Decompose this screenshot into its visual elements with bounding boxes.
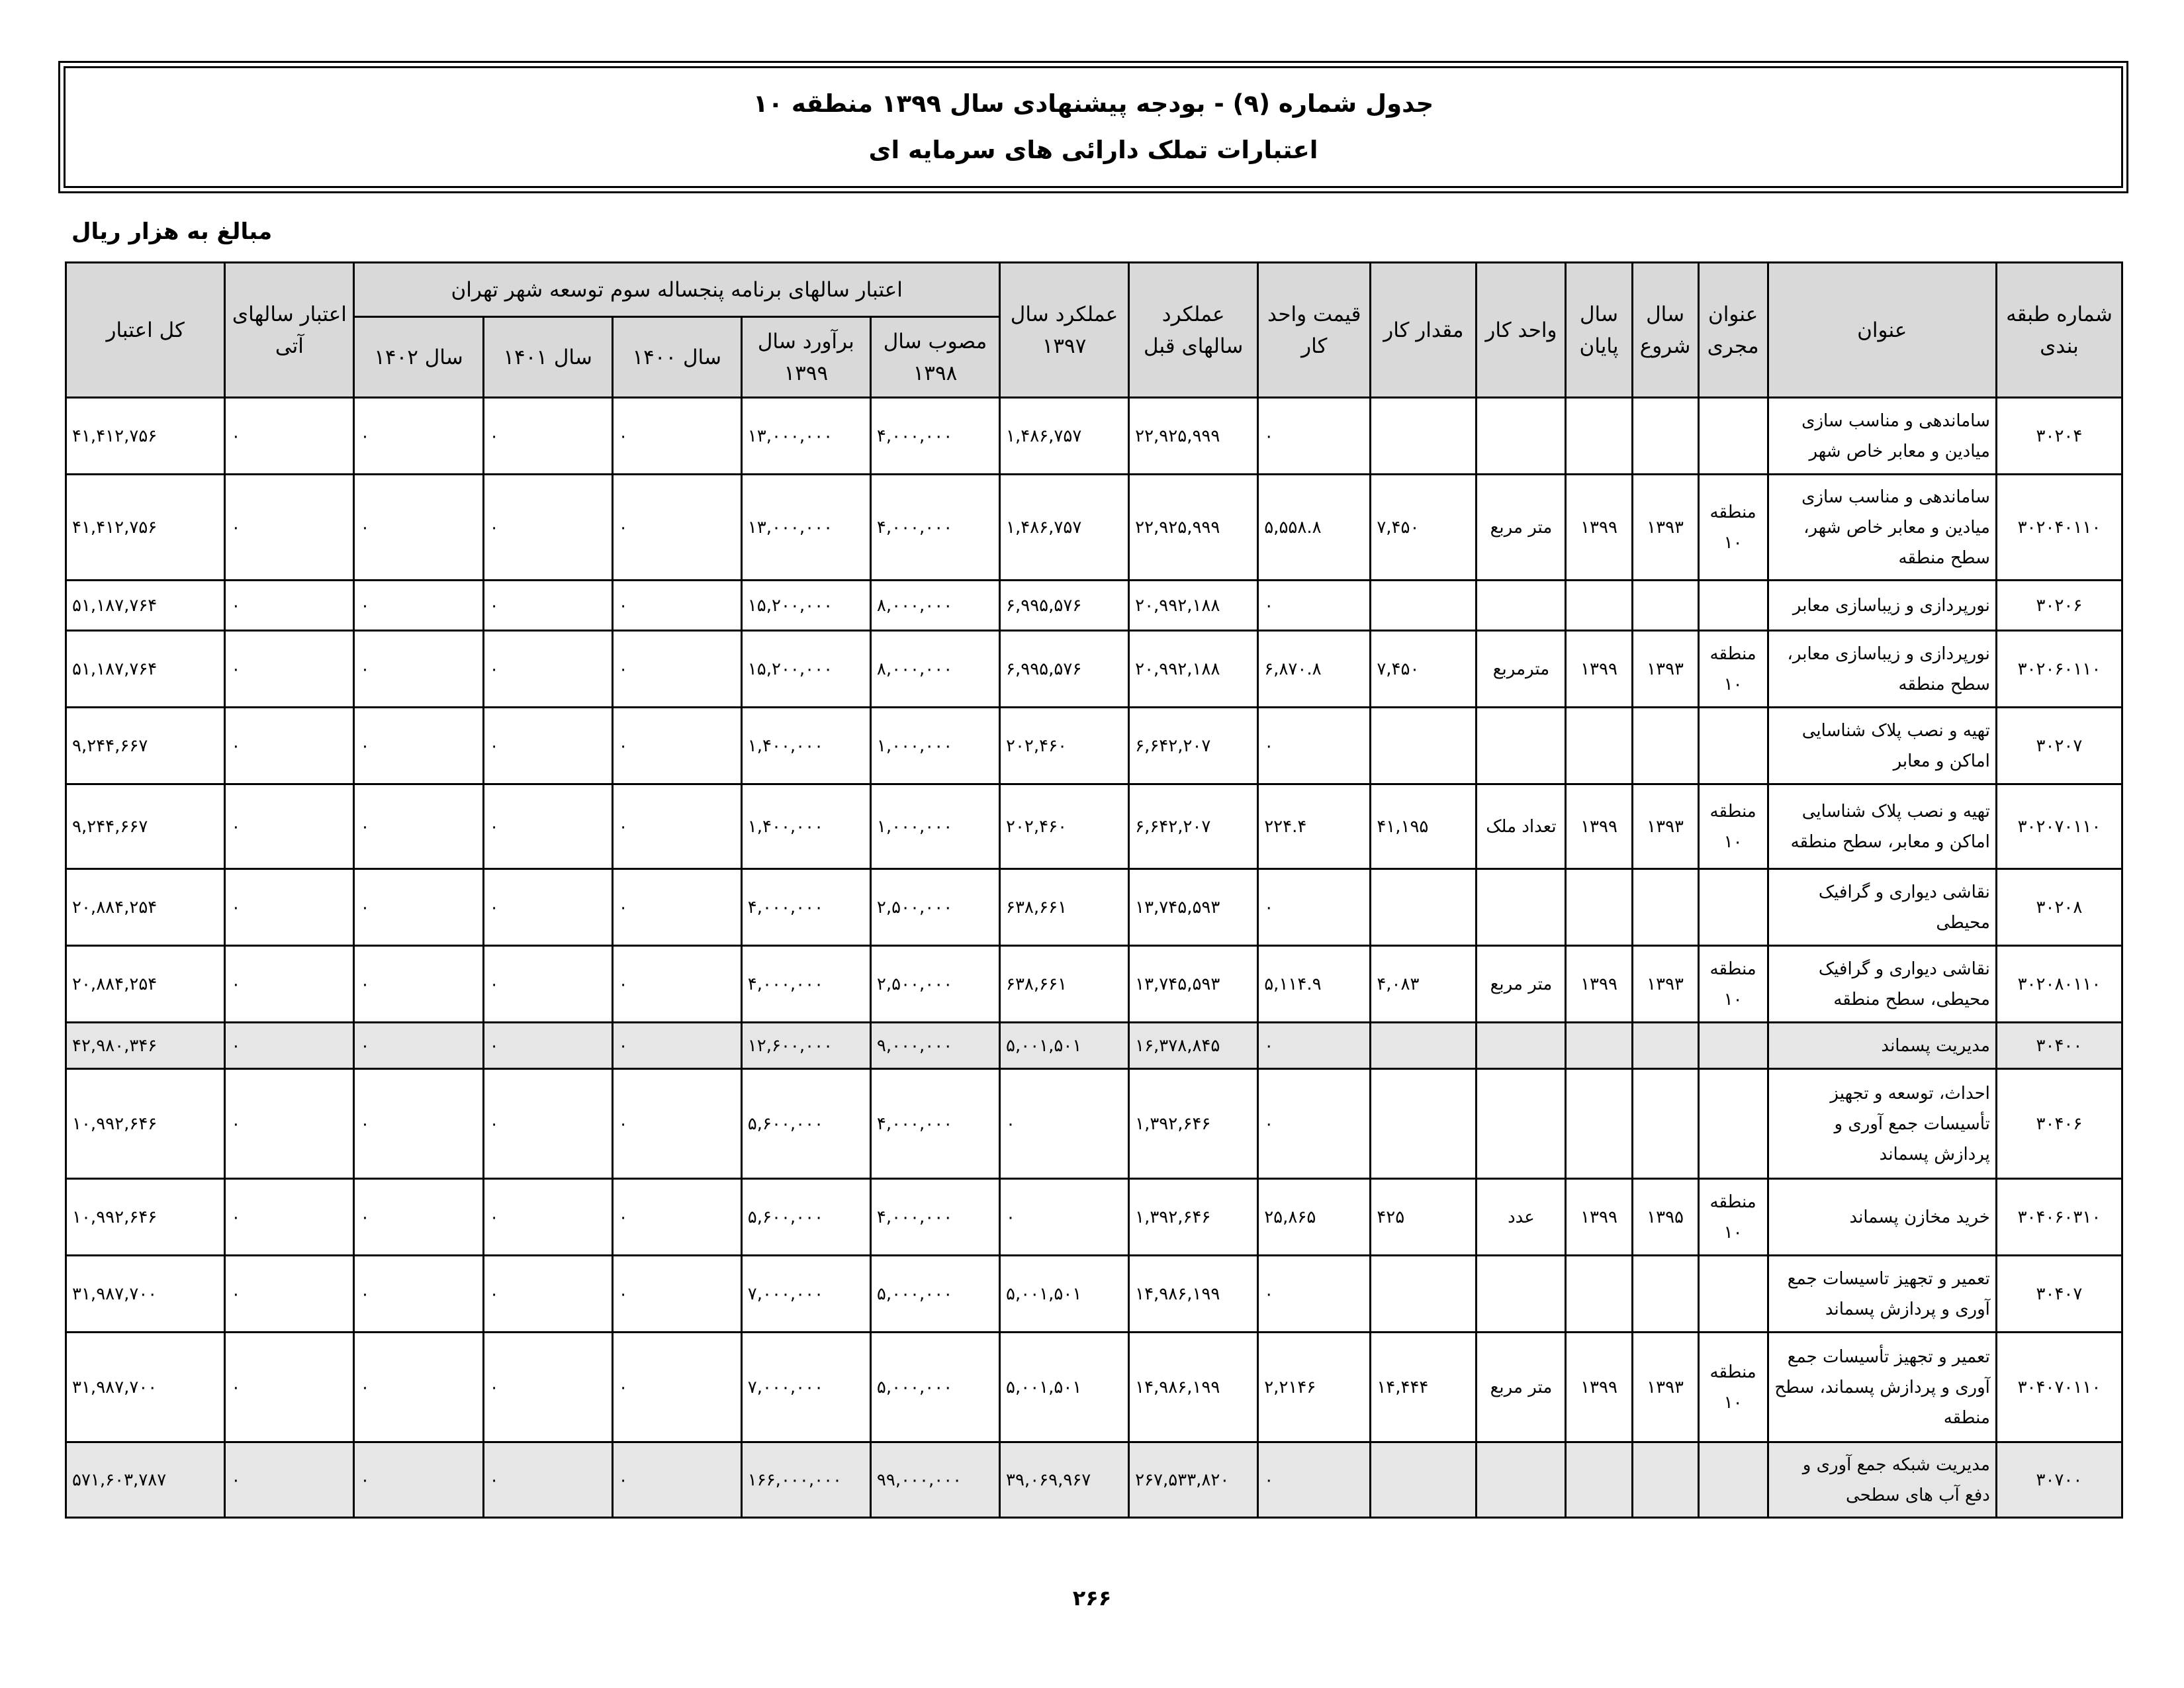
cell-end-year bbox=[1566, 1069, 1632, 1179]
cell-future-years: ۰ bbox=[225, 784, 354, 869]
cell-1401: ۰ bbox=[483, 1023, 612, 1069]
cell-prior-performance: ۱۶,۳۷۸,۸۴۵ bbox=[1129, 1023, 1258, 1069]
cell-estimate-1399: ۷,۰۰۰,۰۰۰ bbox=[741, 1256, 870, 1333]
cell-1401: ۰ bbox=[483, 1179, 612, 1256]
col-future-years-header: اعتبار سالهای آتی bbox=[225, 263, 354, 398]
cell-approved-1398: ۴,۰۰۰,۰۰۰ bbox=[870, 1069, 999, 1179]
cell-start-year bbox=[1632, 708, 1698, 784]
cell-code: ۳۰۲۰۸۰۱۱۰ bbox=[1996, 946, 2122, 1023]
cell-unit: عدد bbox=[1477, 1179, 1566, 1256]
cell-performance-1397: ۲۰۲,۴۶۰ bbox=[1000, 784, 1129, 869]
cell-quantity: ۴۲۵ bbox=[1371, 1179, 1477, 1256]
cell-unit bbox=[1477, 398, 1566, 475]
cell-performance-1397: ۰ bbox=[1000, 1069, 1129, 1179]
cell-prior-performance: ۱۴,۹۸۶,۱۹۹ bbox=[1129, 1256, 1258, 1333]
cell-future-years: ۰ bbox=[225, 869, 354, 946]
cell-1401: ۰ bbox=[483, 581, 612, 631]
cell-unit: مترمربع bbox=[1477, 631, 1566, 708]
cell-code: ۳۰۲۰۸ bbox=[1996, 869, 2122, 946]
cell-1401: ۰ bbox=[483, 1069, 612, 1179]
cell-quantity: ۱۴,۴۴۴ bbox=[1371, 1333, 1477, 1442]
cell-title: ساماندهی و مناسب سازی میادین و معابر خاص شهر bbox=[1768, 398, 1996, 475]
unit-note: مبالغ به هزار ریال bbox=[71, 218, 273, 245]
cell-total: ۴۲,۹۸۰,۳۴۶ bbox=[66, 1023, 225, 1069]
cell-unit bbox=[1477, 869, 1566, 946]
cell-start-year bbox=[1632, 581, 1698, 631]
page-number: ۲۶۶ bbox=[1072, 1585, 1112, 1611]
col-code-header: شماره طبقه بندی bbox=[1996, 263, 2122, 398]
page-subtitle: اعتبارات تملک دارائی های سرمایه ای bbox=[868, 136, 1318, 164]
col-prior-performance-header: عملکرد سالهای قبل bbox=[1129, 263, 1258, 398]
cell-total: ۳۱,۹۸۷,۷۰۰ bbox=[66, 1256, 225, 1333]
table-row bbox=[66, 1023, 2122, 1069]
cell-1402: ۰ bbox=[354, 1179, 483, 1256]
col-performance-1397-header: عملکرد سال ۱۳۹۷ bbox=[1000, 263, 1129, 398]
cell-start-year: ۱۳۹۳ bbox=[1632, 784, 1698, 869]
table-row bbox=[66, 869, 2122, 946]
cell-approved-1398: ۹,۰۰۰,۰۰۰ bbox=[870, 1023, 999, 1069]
cell-title: احداث، توسعه و تجهیز تأسیسات جمع آوری و پردازش پسماند bbox=[1768, 1069, 1996, 1179]
cell-end-year: ۱۳۹۹ bbox=[1566, 1179, 1632, 1256]
col-approved-1398-header: مصوب سال ۱۳۹۸ bbox=[870, 317, 999, 398]
cell-approved-1398: ۱,۰۰۰,۰۰۰ bbox=[870, 784, 999, 869]
cell-total: ۲۰,۸۸۴,۲۵۴ bbox=[66, 869, 225, 946]
col-1401-header: سال ۱۴۰۱ bbox=[483, 317, 612, 398]
cell-total: ۱۰,۹۹۲,۶۴۶ bbox=[66, 1179, 225, 1256]
cell-unit-price: ۶,۸۷۰.۸ bbox=[1258, 631, 1371, 708]
col-total-header: کل اعتبار bbox=[66, 263, 225, 398]
cell-end-year: ۱۳۹۹ bbox=[1566, 946, 1632, 1023]
cell-title: مدیریت شبکه جمع آوری و دفع آب های سطحی bbox=[1768, 1442, 1996, 1518]
col-unit-header: واحد کار bbox=[1477, 263, 1566, 398]
cell-approved-1398: ۴,۰۰۰,۰۰۰ bbox=[870, 1179, 999, 1256]
cell-performance-1397: ۶,۹۹۵,۵۷۶ bbox=[1000, 631, 1129, 708]
cell-unit-price: ۲,۲۱۴۶ bbox=[1258, 1333, 1371, 1442]
cell-start-year: ۱۳۹۳ bbox=[1632, 475, 1698, 581]
cell-1402: ۰ bbox=[354, 581, 483, 631]
cell-performance-1397: ۱,۴۸۶,۷۵۷ bbox=[1000, 398, 1129, 475]
cell-executor: منطقه ۱۰ bbox=[1698, 1333, 1768, 1442]
cell-start-year: ۱۳۹۵ bbox=[1632, 1179, 1698, 1256]
col-unit-price-header: قیمت واحد کار bbox=[1258, 263, 1371, 398]
cell-1402: ۰ bbox=[354, 1333, 483, 1442]
cell-1402: ۰ bbox=[354, 1256, 483, 1333]
cell-code: ۳۰۴۰۰ bbox=[1996, 1023, 2122, 1069]
cell-executor bbox=[1698, 1023, 1768, 1069]
cell-executor bbox=[1698, 1256, 1768, 1333]
cell-title: ساماندهی و مناسب سازی میادین و معابر خاص شهر، سطح منطقه bbox=[1768, 475, 1996, 581]
cell-1400: ۰ bbox=[612, 1256, 741, 1333]
cell-approved-1398: ۵,۰۰۰,۰۰۰ bbox=[870, 1256, 999, 1333]
cell-executor bbox=[1698, 398, 1768, 475]
cell-future-years: ۰ bbox=[225, 1333, 354, 1442]
cell-code: ۳۰۲۰۶۰۱۱۰ bbox=[1996, 631, 2122, 708]
cell-prior-performance: ۱,۳۹۲,۶۴۶ bbox=[1129, 1069, 1258, 1179]
cell-future-years: ۰ bbox=[225, 1179, 354, 1256]
cell-quantity bbox=[1371, 581, 1477, 631]
budget-table bbox=[65, 261, 2123, 1519]
table-row bbox=[66, 708, 2122, 784]
cell-performance-1397: ۳۹,۰۶۹,۹۶۷ bbox=[1000, 1442, 1129, 1518]
title-box bbox=[64, 66, 2123, 188]
cell-future-years: ۰ bbox=[225, 708, 354, 784]
cell-prior-performance: ۲۰,۹۹۲,۱۸۸ bbox=[1129, 581, 1258, 631]
cell-title: نورپردازی و زیباسازی معابر، سطح منطقه bbox=[1768, 631, 1996, 708]
cell-quantity bbox=[1371, 1023, 1477, 1069]
cell-1402: ۰ bbox=[354, 784, 483, 869]
cell-end-year bbox=[1566, 1256, 1632, 1333]
cell-future-years: ۰ bbox=[225, 946, 354, 1023]
cell-estimate-1399: ۴,۰۰۰,۰۰۰ bbox=[741, 869, 870, 946]
cell-code: ۳۰۲۰۷ bbox=[1996, 708, 2122, 784]
cell-title: تعمیر و تجهیز تاسیسات جمع آوری و پردازش پسماند bbox=[1768, 1256, 1996, 1333]
cell-approved-1398: ۸,۰۰۰,۰۰۰ bbox=[870, 581, 999, 631]
cell-executor: منطقه ۱۰ bbox=[1698, 475, 1768, 581]
cell-start-year: ۱۳۹۳ bbox=[1632, 946, 1698, 1023]
cell-executor bbox=[1698, 708, 1768, 784]
cell-1402: ۰ bbox=[354, 946, 483, 1023]
cell-total: ۹,۲۴۴,۶۶۷ bbox=[66, 784, 225, 869]
cell-unit-price: ۰ bbox=[1258, 1023, 1371, 1069]
cell-start-year: ۱۳۹۳ bbox=[1632, 1333, 1698, 1442]
col-estimate-1399-header: برآورد سال ۱۳۹۹ bbox=[741, 317, 870, 398]
cell-unit-price: ۰ bbox=[1258, 1442, 1371, 1518]
cell-unit-price: ۲۵,۸۶۵ bbox=[1258, 1179, 1371, 1256]
cell-1400: ۰ bbox=[612, 708, 741, 784]
cell-code: ۳۰۴۰۶ bbox=[1996, 1069, 2122, 1179]
cell-estimate-1399: ۵,۶۰۰,۰۰۰ bbox=[741, 1179, 870, 1256]
cell-code: ۳۰۲۰۷۰۱۱۰ bbox=[1996, 784, 2122, 869]
cell-1400: ۰ bbox=[612, 398, 741, 475]
cell-end-year: ۱۳۹۹ bbox=[1566, 631, 1632, 708]
cell-approved-1398: ۴,۰۰۰,۰۰۰ bbox=[870, 398, 999, 475]
cell-title: تهیه و نصب پلاک شناسایی اماکن و معابر، سطح منطقه bbox=[1768, 784, 1996, 869]
cell-unit-price: ۰ bbox=[1258, 581, 1371, 631]
cell-approved-1398: ۱,۰۰۰,۰۰۰ bbox=[870, 708, 999, 784]
cell-future-years: ۰ bbox=[225, 1256, 354, 1333]
cell-end-year: ۱۳۹۹ bbox=[1566, 475, 1632, 581]
cell-title: تهیه و نصب پلاک شناسایی اماکن و معابر bbox=[1768, 708, 1996, 784]
cell-1401: ۰ bbox=[483, 398, 612, 475]
cell-unit-price: ۰ bbox=[1258, 708, 1371, 784]
cell-future-years: ۰ bbox=[225, 475, 354, 581]
cell-code: ۳۰۲۰۶ bbox=[1996, 581, 2122, 631]
cell-approved-1398: ۵,۰۰۰,۰۰۰ bbox=[870, 1333, 999, 1442]
cell-estimate-1399: ۱۳,۰۰۰,۰۰۰ bbox=[741, 398, 870, 475]
cell-performance-1397: ۵,۰۰۱,۵۰۱ bbox=[1000, 1333, 1129, 1442]
table-row bbox=[66, 1442, 2122, 1518]
cell-executor: منطقه ۱۰ bbox=[1698, 631, 1768, 708]
col-end-year-header: سال پایان bbox=[1566, 263, 1632, 398]
cell-executor bbox=[1698, 1442, 1768, 1518]
cell-quantity bbox=[1371, 1256, 1477, 1333]
cell-start-year bbox=[1632, 869, 1698, 946]
cell-estimate-1399: ۱۶۶,۰۰۰,۰۰۰ bbox=[741, 1442, 870, 1518]
cell-1402: ۰ bbox=[354, 631, 483, 708]
cell-performance-1397: ۱,۴۸۶,۷۵۷ bbox=[1000, 475, 1129, 581]
cell-total: ۳۱,۹۸۷,۷۰۰ bbox=[66, 1333, 225, 1442]
cell-unit: متر مربع bbox=[1477, 1333, 1566, 1442]
cell-1402: ۰ bbox=[354, 1023, 483, 1069]
cell-quantity bbox=[1371, 1069, 1477, 1179]
col-start-year-header: سال شروع bbox=[1632, 263, 1698, 398]
cell-1401: ۰ bbox=[483, 708, 612, 784]
cell-1400: ۰ bbox=[612, 581, 741, 631]
cell-1400: ۰ bbox=[612, 475, 741, 581]
col-title-header: عنوان bbox=[1768, 263, 1996, 398]
col-1400-header: سال ۱۴۰۰ bbox=[612, 317, 741, 398]
cell-1402: ۰ bbox=[354, 1442, 483, 1518]
cell-estimate-1399: ۱۳,۰۰۰,۰۰۰ bbox=[741, 475, 870, 581]
cell-executor bbox=[1698, 869, 1768, 946]
table-row bbox=[66, 398, 2122, 475]
cell-1401: ۰ bbox=[483, 946, 612, 1023]
cell-title: نقاشی دیواری و گرافیک محیطی bbox=[1768, 869, 1996, 946]
cell-1402: ۰ bbox=[354, 869, 483, 946]
cell-end-year bbox=[1566, 708, 1632, 784]
cell-approved-1398: ۸,۰۰۰,۰۰۰ bbox=[870, 631, 999, 708]
cell-total: ۴۱,۴۱۲,۷۵۶ bbox=[66, 475, 225, 581]
cell-end-year bbox=[1566, 869, 1632, 946]
cell-future-years: ۰ bbox=[225, 1442, 354, 1518]
plan-years-group-header: اعتبار سالهای برنامه پنجساله سوم توسعه شهر تهران bbox=[354, 263, 1000, 317]
cell-end-year bbox=[1566, 1023, 1632, 1069]
cell-unit bbox=[1477, 581, 1566, 631]
cell-quantity: ۴,۰۸۳ bbox=[1371, 946, 1477, 1023]
cell-future-years: ۰ bbox=[225, 398, 354, 475]
page-title: جدول شماره (۹) - بودجه پیشنهادی سال ۱۳۹۹ منطقه ۱۰ bbox=[752, 89, 1434, 118]
cell-1402: ۰ bbox=[354, 1069, 483, 1179]
cell-1401: ۰ bbox=[483, 475, 612, 581]
cell-total: ۲۰,۸۸۴,۲۵۴ bbox=[66, 946, 225, 1023]
cell-future-years: ۰ bbox=[225, 1069, 354, 1179]
cell-unit-price: ۵,۵۵۸.۸ bbox=[1258, 475, 1371, 581]
cell-unit-price: ۰ bbox=[1258, 869, 1371, 946]
cell-1401: ۰ bbox=[483, 1442, 612, 1518]
cell-start-year: ۱۳۹۳ bbox=[1632, 631, 1698, 708]
cell-unit: تعداد ملک bbox=[1477, 784, 1566, 869]
cell-total: ۹,۲۴۴,۶۶۷ bbox=[66, 708, 225, 784]
cell-performance-1397: ۶,۹۹۵,۵۷۶ bbox=[1000, 581, 1129, 631]
cell-executor bbox=[1698, 581, 1768, 631]
cell-quantity: ۷,۴۵۰ bbox=[1371, 631, 1477, 708]
table-row bbox=[66, 475, 2122, 581]
table-row bbox=[66, 1256, 2122, 1333]
cell-total: ۴۱,۴۱۲,۷۵۶ bbox=[66, 398, 225, 475]
cell-1401: ۰ bbox=[483, 1333, 612, 1442]
cell-1400: ۰ bbox=[612, 1333, 741, 1442]
cell-start-year bbox=[1632, 1069, 1698, 1179]
cell-performance-1397: ۲۰۲,۴۶۰ bbox=[1000, 708, 1129, 784]
cell-estimate-1399: ۱,۴۰۰,۰۰۰ bbox=[741, 708, 870, 784]
cell-estimate-1399: ۱۲,۶۰۰,۰۰۰ bbox=[741, 1023, 870, 1069]
cell-estimate-1399: ۴,۰۰۰,۰۰۰ bbox=[741, 946, 870, 1023]
cell-future-years: ۰ bbox=[225, 1023, 354, 1069]
cell-code: ۳۰۲۰۴۰۱۱۰ bbox=[1996, 475, 2122, 581]
cell-prior-performance: ۶,۶۴۲,۲۰۷ bbox=[1129, 708, 1258, 784]
cell-approved-1398: ۹۹,۰۰۰,۰۰۰ bbox=[870, 1442, 999, 1518]
col-quantity-header: مقدار کار bbox=[1371, 263, 1477, 398]
cell-estimate-1399: ۱,۴۰۰,۰۰۰ bbox=[741, 784, 870, 869]
cell-executor: منطقه ۱۰ bbox=[1698, 784, 1768, 869]
cell-title: نقاشی دیواری و گرافیک محیطی، سطح منطقه bbox=[1768, 946, 1996, 1023]
cell-estimate-1399: ۵,۶۰۰,۰۰۰ bbox=[741, 1069, 870, 1179]
cell-start-year bbox=[1632, 1256, 1698, 1333]
cell-prior-performance: ۲۲,۹۲۵,۹۹۹ bbox=[1129, 475, 1258, 581]
cell-estimate-1399: ۷,۰۰۰,۰۰۰ bbox=[741, 1333, 870, 1442]
cell-1402: ۰ bbox=[354, 475, 483, 581]
table-row bbox=[66, 581, 2122, 631]
cell-prior-performance: ۱۴,۹۸۶,۱۹۹ bbox=[1129, 1333, 1258, 1442]
cell-quantity bbox=[1371, 869, 1477, 946]
cell-unit bbox=[1477, 1069, 1566, 1179]
table-row bbox=[66, 784, 2122, 869]
cell-estimate-1399: ۱۵,۲۰۰,۰۰۰ bbox=[741, 631, 870, 708]
cell-unit bbox=[1477, 1442, 1566, 1518]
cell-unit-price: ۲۲۴.۴ bbox=[1258, 784, 1371, 869]
cell-title: مدیریت پسماند bbox=[1768, 1023, 1996, 1069]
cell-unit-price: ۰ bbox=[1258, 398, 1371, 475]
table-row bbox=[66, 1333, 2122, 1442]
cell-quantity: ۴۱,۱۹۵ bbox=[1371, 784, 1477, 869]
cell-approved-1398: ۲,۵۰۰,۰۰۰ bbox=[870, 869, 999, 946]
cell-1401: ۰ bbox=[483, 784, 612, 869]
cell-total: ۵۱,۱۸۷,۷۶۴ bbox=[66, 631, 225, 708]
cell-code: ۳۰۴۰۶۰۳۱۰ bbox=[1996, 1179, 2122, 1256]
cell-1400: ۰ bbox=[612, 1069, 741, 1179]
cell-1400: ۰ bbox=[612, 869, 741, 946]
cell-unit bbox=[1477, 1256, 1566, 1333]
cell-performance-1397: ۶۳۸,۶۶۱ bbox=[1000, 869, 1129, 946]
cell-prior-performance: ۲۰,۹۹۲,۱۸۸ bbox=[1129, 631, 1258, 708]
col-1402-header: سال ۱۴۰۲ bbox=[354, 317, 483, 398]
cell-executor: منطقه ۱۰ bbox=[1698, 1179, 1768, 1256]
cell-unit-price: ۰ bbox=[1258, 1256, 1371, 1333]
cell-quantity bbox=[1371, 708, 1477, 784]
cell-prior-performance: ۲۲,۹۲۵,۹۹۹ bbox=[1129, 398, 1258, 475]
cell-start-year bbox=[1632, 398, 1698, 475]
cell-unit-price: ۵,۱۱۴.۹ bbox=[1258, 946, 1371, 1023]
cell-unit bbox=[1477, 1023, 1566, 1069]
table-row bbox=[66, 946, 2122, 1023]
col-executor-header: عنوان مجری bbox=[1698, 263, 1768, 398]
cell-code: ۳۰۴۰۷۰۱۱۰ bbox=[1996, 1333, 2122, 1442]
cell-performance-1397: ۶۳۸,۶۶۱ bbox=[1000, 946, 1129, 1023]
table-body bbox=[66, 398, 2122, 1518]
cell-1400: ۰ bbox=[612, 631, 741, 708]
cell-start-year bbox=[1632, 1023, 1698, 1069]
cell-unit-price: ۰ bbox=[1258, 1069, 1371, 1179]
cell-1401: ۰ bbox=[483, 1256, 612, 1333]
cell-code: ۳۰۷۰۰ bbox=[1996, 1442, 2122, 1518]
cell-prior-performance: ۲۶۷,۵۳۳,۸۲۰ bbox=[1129, 1442, 1258, 1518]
cell-approved-1398: ۴,۰۰۰,۰۰۰ bbox=[870, 475, 999, 581]
cell-quantity: ۷,۴۵۰ bbox=[1371, 475, 1477, 581]
cell-prior-performance: ۱۳,۷۴۵,۵۹۳ bbox=[1129, 869, 1258, 946]
cell-1400: ۰ bbox=[612, 1023, 741, 1069]
cell-end-year bbox=[1566, 1442, 1632, 1518]
cell-title: خرید مخازن پسماند bbox=[1768, 1179, 1996, 1256]
cell-future-years: ۰ bbox=[225, 631, 354, 708]
cell-title: تعمیر و تجهیز تأسیسات جمع آوری و پردازش پسماند، سطح منطقه bbox=[1768, 1333, 1996, 1442]
cell-total: ۱۰,۹۹۲,۶۴۶ bbox=[66, 1069, 225, 1179]
cell-1400: ۰ bbox=[612, 1442, 741, 1518]
table-row bbox=[66, 1069, 2122, 1179]
cell-unit: متر مربع bbox=[1477, 946, 1566, 1023]
cell-1400: ۰ bbox=[612, 1179, 741, 1256]
cell-title: نورپردازی و زیباسازی معابر bbox=[1768, 581, 1996, 631]
cell-end-year: ۱۳۹۹ bbox=[1566, 784, 1632, 869]
cell-unit bbox=[1477, 708, 1566, 784]
cell-1402: ۰ bbox=[354, 398, 483, 475]
cell-prior-performance: ۱۳,۷۴۵,۵۹۳ bbox=[1129, 946, 1258, 1023]
table-row bbox=[66, 1179, 2122, 1256]
cell-total: ۵۱,۱۸۷,۷۶۴ bbox=[66, 581, 225, 631]
cell-executor bbox=[1698, 1069, 1768, 1179]
cell-start-year bbox=[1632, 1442, 1698, 1518]
cell-1401: ۰ bbox=[483, 631, 612, 708]
cell-quantity bbox=[1371, 1442, 1477, 1518]
cell-prior-performance: ۶,۶۴۲,۲۰۷ bbox=[1129, 784, 1258, 869]
cell-executor: منطقه ۱۰ bbox=[1698, 946, 1768, 1023]
cell-quantity bbox=[1371, 398, 1477, 475]
cell-estimate-1399: ۱۵,۲۰۰,۰۰۰ bbox=[741, 581, 870, 631]
cell-prior-performance: ۱,۳۹۲,۶۴۶ bbox=[1129, 1179, 1258, 1256]
cell-future-years: ۰ bbox=[225, 581, 354, 631]
cell-total: ۵۷۱,۶۰۳,۷۸۷ bbox=[66, 1442, 225, 1518]
cell-code: ۳۰۲۰۴ bbox=[1996, 398, 2122, 475]
cell-end-year bbox=[1566, 581, 1632, 631]
cell-1401: ۰ bbox=[483, 869, 612, 946]
cell-1402: ۰ bbox=[354, 708, 483, 784]
cell-unit: متر مربع bbox=[1477, 475, 1566, 581]
cell-approved-1398: ۲,۵۰۰,۰۰۰ bbox=[870, 946, 999, 1023]
table-row bbox=[66, 631, 2122, 708]
cell-end-year: ۱۳۹۹ bbox=[1566, 1333, 1632, 1442]
cell-1400: ۰ bbox=[612, 946, 741, 1023]
cell-performance-1397: ۰ bbox=[1000, 1179, 1129, 1256]
cell-performance-1397: ۵,۰۰۱,۵۰۱ bbox=[1000, 1256, 1129, 1333]
cell-end-year bbox=[1566, 398, 1632, 475]
cell-code: ۳۰۴۰۷ bbox=[1996, 1256, 2122, 1333]
cell-1400: ۰ bbox=[612, 784, 741, 869]
cell-performance-1397: ۵,۰۰۱,۵۰۱ bbox=[1000, 1023, 1129, 1069]
